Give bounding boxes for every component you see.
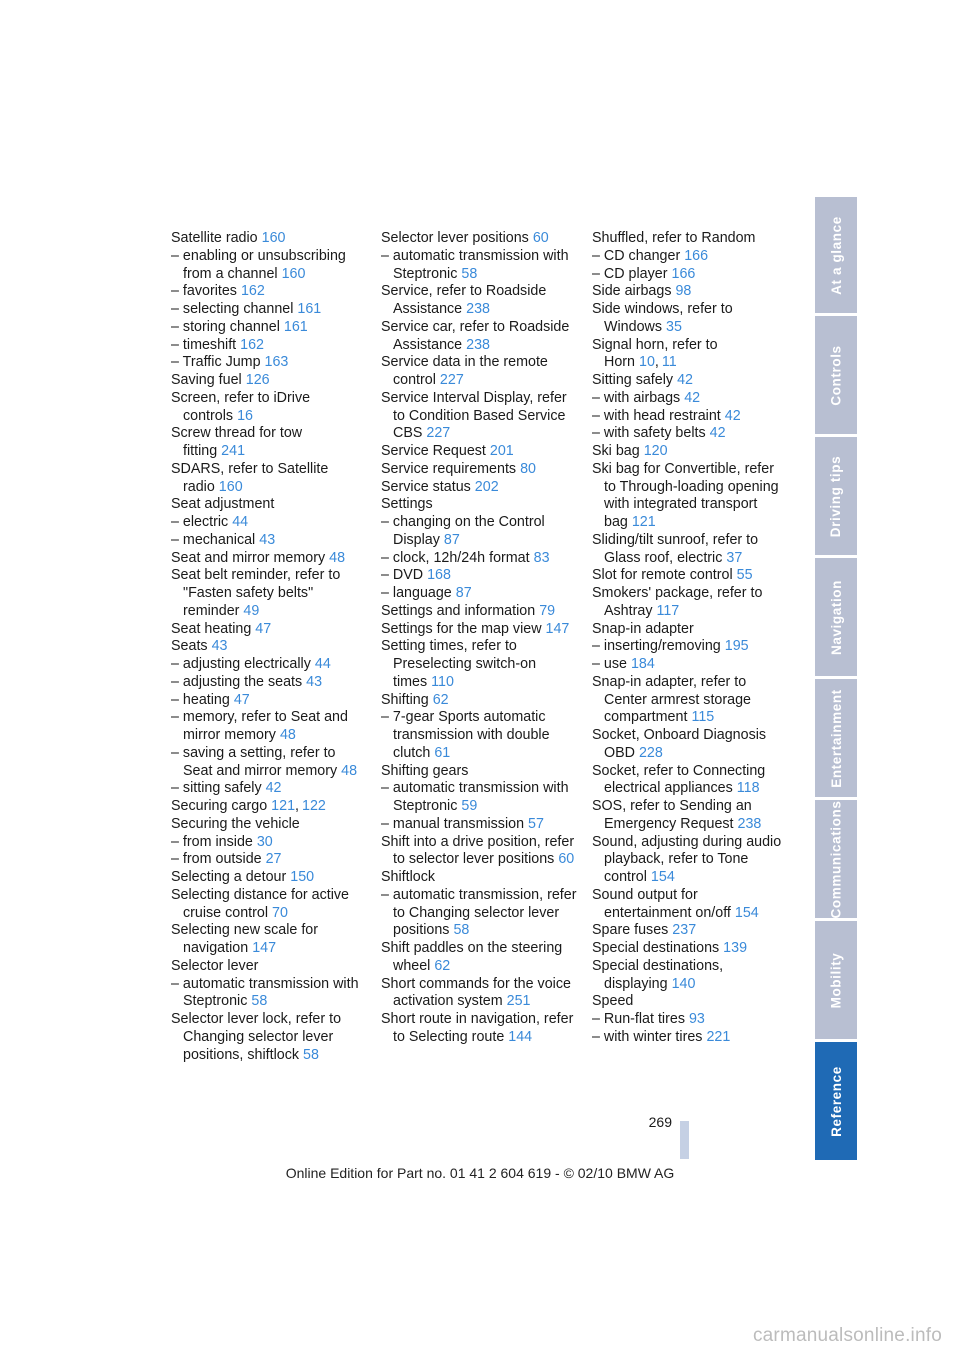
index-term: – manual transmission (381, 815, 525, 832)
index-term: Settings and information (381, 602, 536, 619)
index-entry (171, 337, 367, 355)
index-entry (592, 958, 788, 994)
index-entry (592, 443, 788, 461)
page-link[interactable]: 44 (314, 656, 331, 672)
page-link[interactable]: 227 (426, 425, 451, 442)
page-link[interactable]: 79 (539, 602, 556, 619)
tab-controls[interactable] (815, 316, 857, 434)
index-entry (171, 354, 367, 372)
page-link[interactable]: 241 (221, 443, 246, 459)
page-link[interactable]: 120 (643, 443, 668, 459)
index-term: Shift paddles on the steering wheel (381, 940, 563, 974)
index-term: Shifting gears (381, 762, 469, 779)
index-term: Sliding/tilt sunroof, refer to Glass roof, electric (592, 531, 759, 566)
page-link[interactable]: 58 (251, 993, 268, 1010)
page-link[interactable]: 42 (265, 780, 282, 797)
index-term: Seat adjustment (171, 496, 275, 513)
page-link[interactable]: 42 (724, 407, 741, 424)
page-link[interactable]: 201 (489, 443, 514, 459)
index-entry (592, 922, 788, 940)
index-term: – inserting/removing (592, 638, 721, 655)
index-entry (592, 674, 788, 727)
index-term: Sitting safely (592, 372, 674, 388)
index-entry (381, 603, 577, 621)
page-link[interactable]: 87 (455, 585, 472, 601)
index-term: Snap-in adapter (592, 620, 694, 637)
index-entry (592, 532, 788, 568)
tab-label: Communications (828, 800, 844, 918)
index-term: – with head restraint (592, 407, 721, 424)
index-entry (592, 337, 788, 373)
index-term: Snap-in adapter, refer to Center armrest storage compartment (592, 673, 751, 726)
page-link[interactable]: 10 (639, 354, 655, 371)
page-link[interactable]: 83 (533, 549, 550, 566)
index-term: Seat belt reminder, refer to "Fasten safety belts" reminder (171, 567, 341, 619)
index-entry (171, 230, 367, 248)
index-entry (381, 443, 577, 461)
index-term: Screw thread for tow fitting (171, 425, 303, 459)
index-term: – heating (171, 691, 230, 708)
tab-label: At a glance (828, 215, 844, 295)
page-link[interactable]: 43 (211, 638, 228, 655)
index-column-1 (171, 230, 367, 1064)
page-link[interactable]: 43 (259, 531, 276, 548)
index-term: – automatic transmission, refer to Changing selector lever positions (381, 886, 577, 939)
page-number: 269 (648, 1114, 672, 1130)
index-term: – adjusting electrically (171, 656, 311, 672)
index-term: Smokers' package, refer to Ashtray (592, 585, 763, 619)
page-link[interactable]: 60 (532, 230, 549, 246)
tab-at-a-glance[interactable] (815, 197, 857, 313)
tab-driving-tips[interactable] (815, 437, 857, 555)
index-term: – DVD (381, 567, 424, 584)
page-link[interactable]: 87 (443, 531, 460, 548)
page-link[interactable]: 126 (245, 372, 270, 388)
tab-label: Mobility (828, 952, 844, 1008)
index-term: – memory, refer to Seat and mirror memory (171, 709, 348, 743)
page-link[interactable]: 144 (508, 1028, 533, 1045)
index-term: – storing channel (171, 318, 280, 335)
index-entry (171, 567, 367, 620)
page-link[interactable]: 121 (631, 514, 656, 530)
page-link[interactable]: 37 (726, 549, 743, 566)
index-entry (592, 1011, 788, 1029)
chapter-tabs (815, 197, 857, 1160)
index-entry (592, 266, 788, 284)
page-link[interactable]: 161 (283, 318, 308, 335)
page-link[interactable]: 98 (675, 283, 692, 300)
index-entry (171, 461, 367, 497)
index-term: Service status (381, 478, 471, 495)
index-column-2 (381, 230, 577, 1047)
index-entry (381, 887, 577, 940)
index-term: – use (592, 656, 627, 672)
index-term: Slot for remote control (592, 567, 733, 584)
tab-label: Reference (828, 1065, 844, 1137)
index-entry (171, 798, 367, 816)
page-link[interactable]: 70 (272, 904, 288, 921)
watermark: carmanualsonline.info (752, 1325, 942, 1346)
index-term: SOS, refer to Sending an Emergency Request (592, 798, 752, 832)
page-link[interactable]: 162 (240, 336, 265, 353)
index-term: – CD player (592, 265, 668, 282)
index-entry (381, 354, 577, 390)
index-entry (171, 1011, 367, 1064)
index-entry (381, 390, 577, 443)
index-term: – clock, 12h/24h format (381, 549, 530, 566)
index-term: Screen, refer to iDrive controls (171, 389, 311, 424)
page-link[interactable]: 139 (723, 940, 748, 956)
index-entry (381, 479, 577, 497)
index-term: – automatic transmission with Steptronic (381, 247, 569, 282)
page-link[interactable]: 16 (237, 407, 253, 424)
index-term: – CD changer (592, 247, 681, 264)
page-link[interactable]: 228 (638, 744, 663, 761)
index-term: Seats (171, 638, 208, 655)
index-entry (171, 248, 367, 284)
index-entry (171, 692, 367, 710)
tab-mobility[interactable] (815, 921, 857, 1039)
index-entry (171, 976, 367, 1012)
page-link[interactable]: 62 (434, 957, 451, 974)
index-term: Shuffled, refer to Random (592, 230, 756, 246)
index-term: Service Interval Display, refer to Condition Based Service CBS (381, 389, 567, 442)
page-link[interactable]: 121 (271, 798, 296, 814)
page-link[interactable]: 42 (709, 425, 726, 442)
page-link[interactable]: 115 (691, 709, 715, 726)
index-entry (592, 638, 788, 656)
index-term: – language (381, 585, 452, 601)
page-link[interactable]: 160 (261, 230, 286, 246)
index-entry (592, 283, 788, 301)
index-term: Service car, refer to Roadside Assistance (381, 318, 570, 353)
tab-label: Entertainment (828, 688, 844, 788)
index-entry (171, 390, 367, 426)
index-entry (171, 550, 367, 568)
index-term: Service Request (381, 443, 486, 459)
index-entry (381, 638, 577, 691)
index-entry (171, 816, 367, 834)
page-link[interactable]: 154 (650, 869, 675, 885)
index-entry (381, 763, 577, 781)
index-entry (592, 656, 788, 674)
index-term: – Traffic Jump (171, 354, 261, 371)
page-link[interactable]: 150 (290, 869, 315, 885)
index-entry (592, 408, 788, 426)
tab-reference[interactable] (815, 1042, 857, 1160)
index-term: Service data in the remote control (381, 354, 548, 388)
index-term: Setting times, refer to Preselecting switch-on times (381, 638, 537, 690)
index-entry (592, 887, 788, 923)
index-term: Sound output for entertainment on/off (592, 886, 731, 921)
index-entry (381, 709, 577, 762)
index-term: – automatic transmission with Steptronic (381, 780, 569, 814)
index-entry (381, 1011, 577, 1047)
index-term: – from inside (171, 833, 253, 850)
index-term: – 7-gear Sports automatic transmission with double clutch (381, 709, 550, 761)
page-link[interactable]: 147 (545, 620, 570, 637)
page-link[interactable]: 49 (243, 602, 260, 619)
index-term: Side airbags (592, 283, 672, 300)
page-link[interactable]: 30 (256, 833, 273, 850)
index-entry (171, 283, 367, 301)
tab-entertainment[interactable] (815, 679, 857, 797)
page-link[interactable]: 238 (737, 815, 762, 832)
page-link[interactable]: 60 (558, 851, 575, 868)
index-entry (171, 780, 367, 798)
index-term: Seat and mirror memory (171, 549, 326, 566)
index-term: Saving fuel (171, 372, 242, 388)
index-term: Satellite radio (171, 230, 258, 246)
index-term: Short commands for the voice activation system (381, 975, 571, 1010)
index-term: Seat heating (171, 620, 252, 637)
index-term: – changing on the Control Display (381, 514, 545, 548)
index-entry (592, 301, 788, 337)
index-entry (592, 425, 788, 443)
index-entry (171, 301, 367, 319)
index-entry (592, 230, 788, 248)
page-link[interactable]: 162 (240, 283, 265, 300)
index-term: Socket, refer to Connecting electrical appliances (592, 762, 766, 797)
index-entry (381, 550, 577, 568)
page-link[interactable]: 161 (297, 301, 322, 317)
index-term: – mechanical (171, 531, 256, 548)
page-link[interactable]: 55 (736, 567, 753, 584)
index-entry (171, 656, 367, 674)
index-entry (592, 993, 788, 1011)
index-entry (592, 585, 788, 621)
index-term: – automatic transmission with Steptronic (171, 975, 359, 1010)
page-link[interactable]: 48 (279, 727, 296, 743)
page-link[interactable]: 48 (329, 549, 346, 566)
page-link[interactable]: 48 (341, 762, 358, 779)
index-entry (171, 834, 367, 852)
index-entry (171, 621, 367, 639)
page-link[interactable]: 42 (684, 389, 701, 406)
index-entry (592, 1029, 788, 1047)
page-link[interactable]: 184 (630, 656, 655, 672)
page-separator: , (295, 798, 300, 814)
index-term: Selector lever (171, 957, 259, 974)
page-number-bar (680, 1121, 689, 1159)
page-link[interactable]: 11 (661, 354, 677, 371)
index-entry (171, 514, 367, 532)
index-term: Side windows, refer to Windows (592, 301, 733, 335)
page-link[interactable]: 42 (677, 372, 693, 388)
index-entry (381, 621, 577, 639)
page-link[interactable]: 202 (474, 478, 499, 495)
page-link[interactable]: 147 (252, 940, 277, 956)
page-link[interactable]: 58 (461, 265, 478, 282)
index-entry (381, 834, 577, 870)
index-term: Special destinations, displaying (592, 957, 724, 992)
page-link[interactable]: 43 (306, 673, 323, 690)
index-term: Sound, adjusting during audio playback, refer to Tone control (592, 833, 782, 885)
page-link[interactable]: 58 (453, 922, 470, 939)
footer-text: Online Edition for Part no. 01 41 2 604 619 - © 02/10 BMW AG (285, 1165, 675, 1181)
index-entry (171, 851, 367, 869)
index-entry (381, 692, 577, 710)
index-entry (171, 869, 367, 887)
index-entry (171, 674, 367, 692)
page-link[interactable]: 117 (656, 602, 680, 619)
index-entry (171, 745, 367, 781)
page-link[interactable]: 58 (303, 1046, 319, 1063)
index-term: – saving a setting, refer to Seat and mirror memory (171, 744, 338, 779)
index-term: Special destinations (592, 940, 720, 956)
index-term: – adjusting the seats (171, 673, 303, 690)
index-term: – electric (171, 514, 229, 530)
index-term: – timeshift (171, 336, 237, 353)
index-entry (381, 780, 577, 816)
index-entry (592, 248, 788, 266)
index-entry (381, 248, 577, 284)
page-link[interactable]: 251 (506, 993, 531, 1010)
index-term: – with safety belts (592, 425, 706, 442)
index-entry (381, 816, 577, 834)
tab-label: Controls (828, 344, 844, 406)
index-entry (592, 834, 788, 887)
index-entry (381, 461, 577, 479)
index-entry (171, 887, 367, 923)
index-term: Speed (592, 993, 634, 1010)
index-term: Short route in navigation, refer to Selecting route (381, 1011, 574, 1045)
index-term: Signal horn, refer to Horn (592, 336, 718, 371)
index-term: Securing cargo (171, 798, 268, 814)
page-link[interactable]: 35 (666, 318, 682, 335)
index-entry (171, 958, 367, 976)
index-entry (381, 283, 577, 319)
page-link[interactable]: 154 (734, 904, 759, 921)
page-link[interactable]: 221 (706, 1028, 731, 1045)
page-link[interactable]: 59 (461, 798, 478, 814)
index-term: – Run-flat tires (592, 1011, 685, 1027)
page-link[interactable]: 80 (520, 460, 536, 477)
index-entry (381, 585, 577, 603)
page-link[interactable]: 195 (724, 638, 749, 655)
index-term: Ski bag for Convertible, refer to Through-loading opening with integrated transport bag (592, 460, 779, 530)
index-entry (171, 532, 367, 550)
index-entry (592, 567, 788, 585)
index-term: – from outside (171, 851, 262, 868)
index-term: – with winter tires (592, 1028, 703, 1045)
index-entry (171, 709, 367, 745)
index-term: Selecting new scale for navigation (171, 922, 319, 956)
page-link[interactable]: 238 (466, 336, 490, 353)
index-entry (592, 727, 788, 763)
index-entry (592, 372, 788, 390)
page-link[interactable]: 166 (684, 247, 709, 264)
index-entry (381, 319, 577, 355)
index-entry (381, 567, 577, 585)
page-link[interactable]: 166 (671, 265, 696, 282)
page-link[interactable]: 62 (432, 691, 449, 708)
index-term: SDARS, refer to Satellite radio (171, 460, 329, 495)
index-entry (592, 390, 788, 408)
index-term: Settings for the map view (381, 620, 542, 637)
index-term: – sitting safely (171, 780, 262, 797)
page-link[interactable]: 160 (218, 478, 243, 495)
page-link[interactable]: 61 (434, 744, 451, 761)
index-term: Shifting (381, 691, 429, 708)
index-term: Selecting distance for active cruise control (171, 886, 350, 921)
page-link[interactable]: 57 (528, 815, 544, 832)
index-term: Service, refer to Roadside Assistance (381, 283, 547, 317)
index-term: Settings (381, 496, 433, 513)
page-link[interactable]: 140 (671, 975, 696, 992)
page-link[interactable]: 44 (232, 514, 249, 530)
index-entry (592, 763, 788, 799)
page-link[interactable]: 118 (736, 780, 760, 797)
index-term: Ski bag (592, 443, 640, 459)
index-term: Securing the vehicle (171, 815, 300, 832)
index-term: – enabling or unsubscribing from a channel (171, 247, 346, 282)
index-term: Shiftlock (381, 869, 436, 885)
page-link[interactable]: 47 (255, 620, 272, 637)
index-term: Selecting a detour (171, 869, 287, 885)
index-entry (171, 372, 367, 390)
page-link[interactable]: 47 (233, 691, 250, 708)
index-entry (381, 496, 577, 514)
index-entry (381, 869, 577, 887)
tab-navigation[interactable] (815, 558, 857, 676)
page-link[interactable]: 237 (672, 922, 697, 939)
page-link[interactable]: 122 (302, 798, 326, 814)
index-term: Service requirements (381, 460, 517, 477)
index-entry (171, 638, 367, 656)
index-term: – selecting channel (171, 301, 294, 317)
page-link[interactable]: 168 (427, 567, 451, 584)
index-term: Selector lever positions (381, 230, 529, 246)
index-term: – with airbags (592, 389, 681, 406)
index-entry (171, 425, 367, 461)
page-link[interactable]: 238 (466, 301, 490, 317)
index-entry (592, 461, 788, 532)
index-entry (171, 496, 367, 514)
index-entry (592, 798, 788, 834)
index-term: Selector lever lock, refer to Changing selector lever positions, shiftlock (171, 1011, 342, 1063)
index-entry (171, 922, 367, 958)
index-term: Socket, Onboard Diagnosis OBD (592, 727, 767, 761)
index-entry (171, 319, 367, 337)
index-entry (381, 976, 577, 1012)
page-link[interactable]: 110 (431, 673, 454, 690)
index-term: Shift into a drive position, refer to selector lever positions (381, 833, 575, 868)
index-term: Spare fuses (592, 922, 669, 939)
index-term: – favorites (171, 283, 237, 300)
page-link[interactable]: 27 (265, 851, 282, 868)
page-separator: , (654, 354, 659, 371)
index-entry (381, 514, 577, 550)
page-link[interactable]: 93 (688, 1011, 705, 1027)
page-link[interactable]: 163 (264, 354, 289, 371)
index-entry (381, 940, 577, 976)
index-entry (381, 230, 577, 248)
page-link[interactable]: 227 (439, 372, 464, 388)
index-entry (592, 621, 788, 639)
index-entry (592, 940, 788, 958)
tab-label: Navigation (828, 579, 844, 655)
index-column-3 (592, 230, 788, 1047)
tab-label: Driving tips (828, 455, 844, 537)
page-link[interactable]: 160 (281, 265, 306, 282)
tab-communications[interactable] (815, 800, 857, 918)
